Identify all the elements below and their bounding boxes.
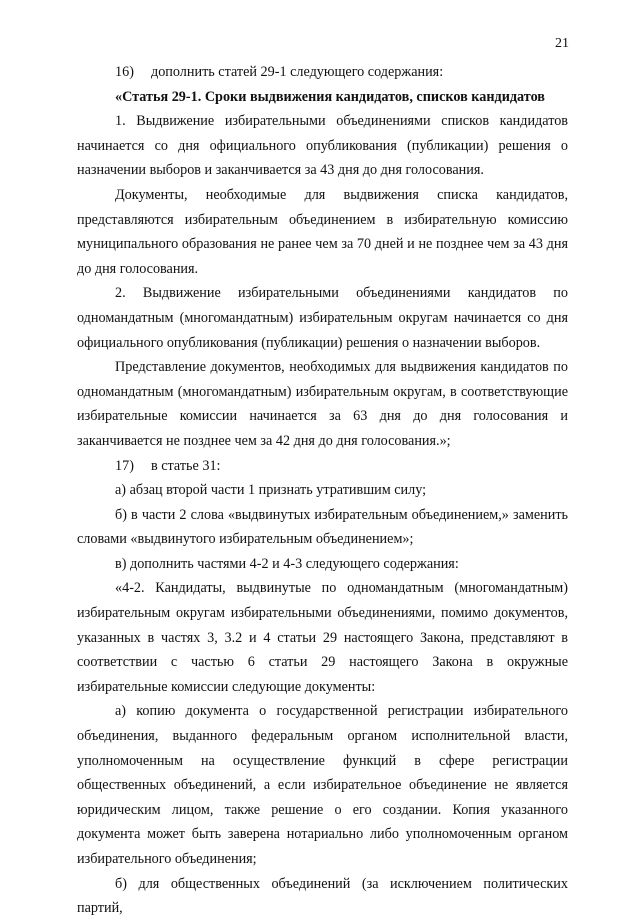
paragraph: в) дополнить частями 4-2 и 4-3 следующего содержания: [115,555,459,572]
paragraph: 1. Выдвижение избирательными объединениями списков кандидатов начинается со дня официального опубликования (публикации) решения о назначении выборов и заканчивается за 43 дня до дня голосования. [77,113,568,179]
paragraph: б) в части 2 слова «выдвинутых избирательным объединением,» заменить словами «выдвинутого избирательным объединением»; [77,506,568,548]
paragraph: а) абзац второй части 1 признать утратившим силу; [115,482,427,499]
paragraph: «4-2. Кандидаты, выдвинутые по одномандатным (многомандатным) избирательным округам избирательными объединениями, помимо документов, указанных в частях 3, 3.2 и 4 статьи 29 настоящего Закона, представляют в соответствии с частью 6 статьи 29 настоящего Закона в окружные избирательные комиссии следующие документы: [77,580,568,695]
paragraph: 2. Выдвижение избирательными объединениями кандидатов по одномандатным (многомандатным) избирательным округам начинается со дня официального опубликования (публикации) решения о назначении выборов. [77,285,568,351]
item-number: 16) [115,64,134,80]
paragraph: б) для общественных объединений (за исключением политических партий, [77,875,568,917]
list-item-17 [77,454,568,479]
paragraph: а) копию документа о государственной регистрации избирательного объединения, выданного федеральным органом исполнительной власти, уполномоченным на осуществление функций в сфере регистрации общественных объединений, а если избирательное объединение не является юридическим лицом, также решение о его создании. Копия указанного документа может быть заверена нотариально либо уполномоченным органом избирательного объединения; [77,703,568,867]
item-text: дополнить статей 29-1 следующего содержания: [151,64,444,80]
document-body [77,60,568,921]
paragraph: Представление документов, необходимых для выдвижения кандидатов по одномандатным (многомандатным) избирательным округам, в соответствующие избирательные комиссии начинается за 63 дня до дня голосования и заканчивается не позднее чем за 42 дня до дня голосования.»; [77,359,568,449]
list-item-16 [77,60,568,85]
paragraph: Документы, необходимые для выдвижения списка кандидатов, представляются избирательным объединением в избирательную комиссию муниципального образования не ранее чем за 70 дней и не позднее чем за 43 дня до дня голосования. [77,186,568,277]
article-heading: «Статья 29-1. Сроки выдвижения кандидатов, списков кандидатов [115,88,545,105]
item-text: в статье 31: [151,457,221,474]
page-number: 21 [555,36,569,51]
item-number: 17) [115,457,134,474]
